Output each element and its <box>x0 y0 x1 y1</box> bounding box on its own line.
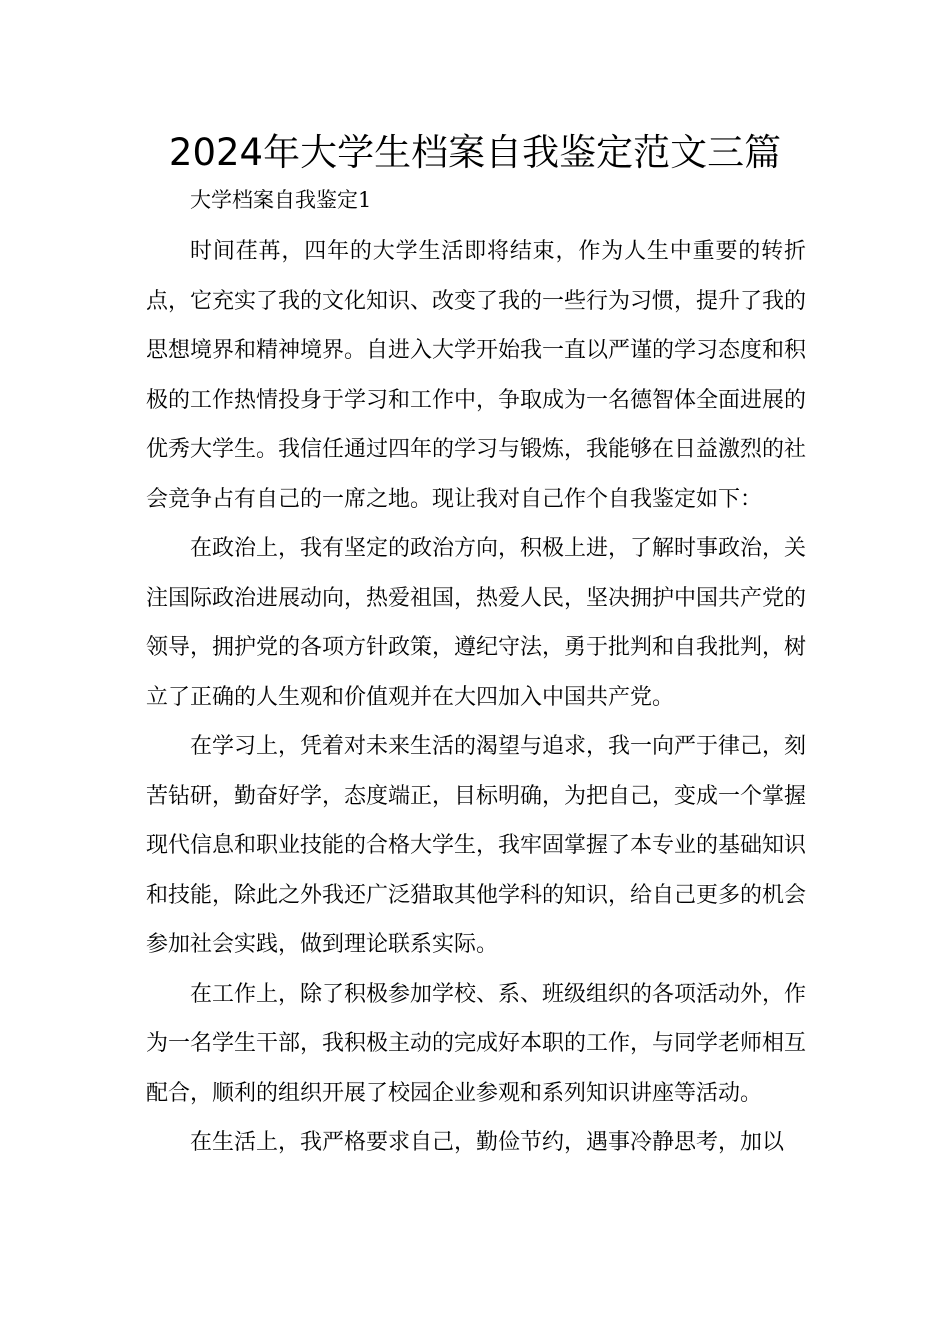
paragraph-study: 在学习上，凭着对未来生活的渴望与追求，我一向严于律己，刻苦钻研，勤奋好学，态度端正，目标明确，为把自己，变成一个掌握现代信息和职业技能的合格大学生，我牢固掌握了本专业的基础知识和技能，除此之外我还广泛猎取其他学科的知识，给自己更多的机会参加社会实践，做到理论联系实际。 <box>146 734 807 957</box>
paragraph-life: 在生活上，我严格要求自己，勤俭节约，遇事冷静思考，加以 <box>190 1130 785 1155</box>
document-title: 2024年大学生档案自我鉴定范文三篇 <box>168 131 782 174</box>
document-body <box>146 227 806 1168</box>
paragraph-politics: 在政治上，我有坚定的政治方向，积极上进，了解时事政治，关注国际政治进展动向，热爱祖国，热爱人民，坚决拥护中国共产党的领导，拥护党的各项方针政策，遵纪守法，勇于批判和自我批判，树立了正确的人生观和价值观并在大四加入中国共产党。 <box>146 536 807 710</box>
paragraph-intro: 时间荏苒，四年的大学生活即将结束，作为人生中重要的转折点，它充实了我的文化知识、改变了我的一些行为习惯，提升了我的思想境界和精神境界。自进入大学开始我一直以严谨的学习态度和积极的工作热情投身于学习和工作中，争取成为一名德智体全面进展的优秀大学生。我信任通过四年的学习与锻炼，我能够在日益激烈的社会竞争占有自己的一席之地。现让我对自己作个自我鉴定如下： <box>146 239 807 512</box>
section-heading: 大学档案自我鉴定1 <box>190 188 372 212</box>
paragraph-work: 在工作上，除了积极参加学校、系、班级组织的各项活动外，作为一名学生干部，我积极主动的完成好本职的工作，与同学老师相互配合，顺利的组织开展了校园企业参观和系列知识讲座等活动。 <box>146 981 807 1106</box>
